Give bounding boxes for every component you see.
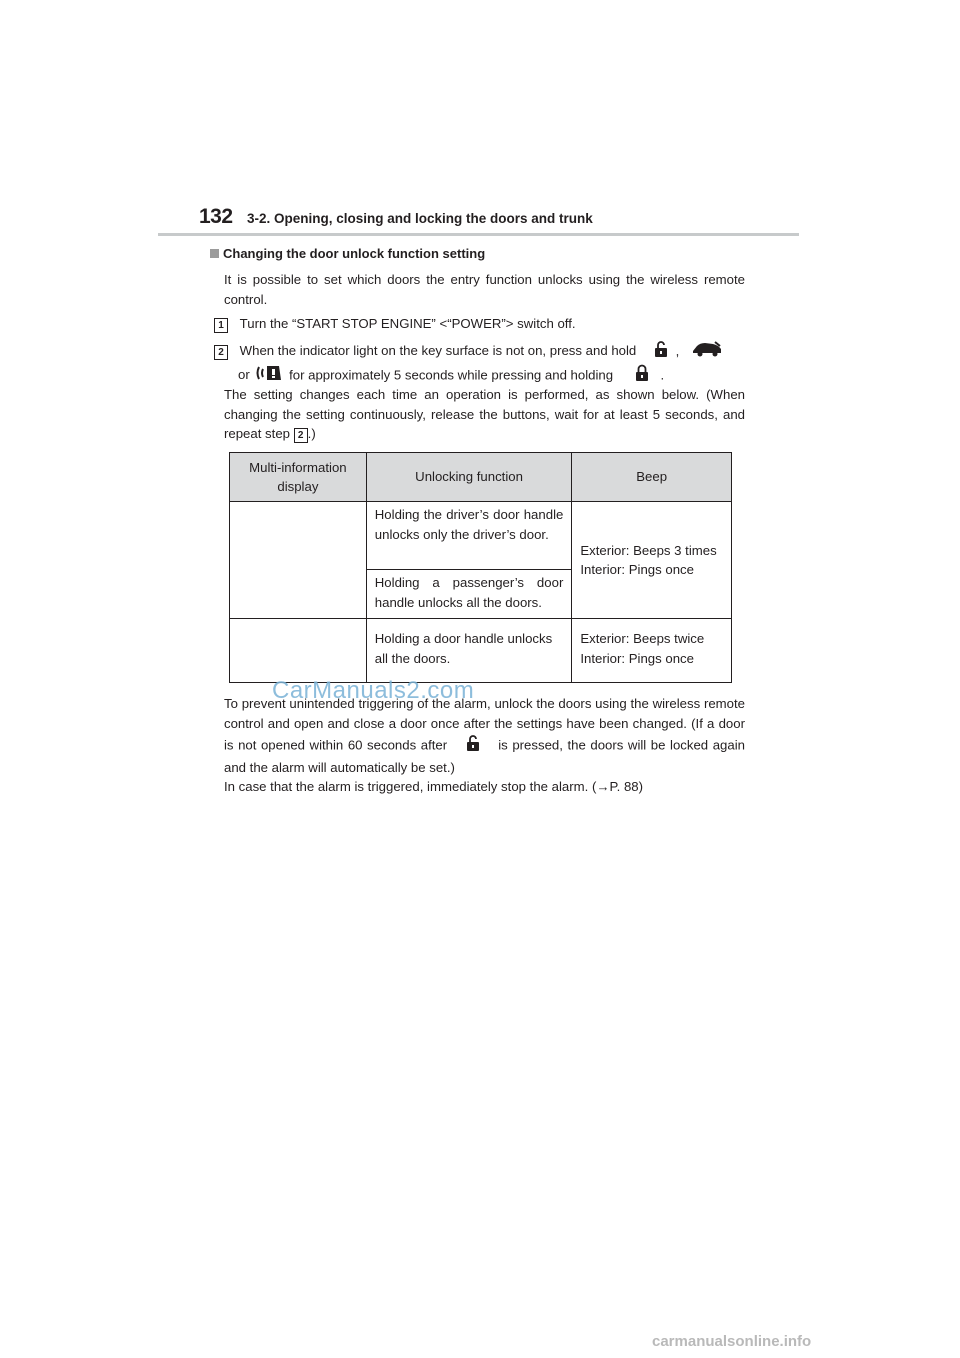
function-cell: Holding the driver’s door handle unlocks only the driver’s door. — [366, 502, 572, 570]
header-divider — [158, 233, 799, 236]
setting-changes-paragraph — [224, 385, 745, 444]
heading-square-icon — [210, 249, 219, 258]
column-header: Beep — [572, 453, 732, 502]
step-2-text-d: for approximately 5 seconds while pressing and holding — [289, 367, 614, 383]
beep-cell — [572, 502, 732, 619]
table-header-row — [230, 453, 732, 502]
step-2-text-a: When the indicator light on the key surface is not on, press and hold — [239, 343, 637, 359]
unlock-icon — [466, 734, 480, 758]
step-1-text: Turn the “START STOP ENGINE” <“POWER”> switch off. — [239, 316, 576, 331]
step-2-text-e: . — [660, 367, 665, 383]
prevent-alarm-paragraph — [224, 694, 745, 778]
header-section-title: 3-2. Opening, closing and locking the doors and trunk — [247, 211, 593, 226]
beep-interior: Interior: Pings once — [580, 562, 694, 577]
display-cell — [230, 619, 367, 683]
step-badge: 2 — [294, 428, 308, 443]
setting-changes-end: .) — [307, 426, 316, 441]
beep-exterior: Exterior: Beeps twice — [580, 631, 705, 646]
footer-watermark: carmanualsonline.info — [652, 1333, 812, 1350]
display-cell — [230, 502, 367, 619]
step-badge: 2 — [214, 345, 228, 360]
in-case-paragraph[interactable]: In case that the alarm is triggered, immediately stop the alarm. (→P. 88) — [224, 779, 644, 794]
table-row — [230, 619, 732, 683]
section-heading — [210, 246, 485, 261]
trunk-icon — [691, 341, 723, 363]
step-2-text-c: or — [238, 367, 250, 383]
function-cell: Holding a door handle unlocks all the doors. — [366, 619, 572, 683]
function-cell: Holding a passenger’s door handle unlocks all the doors. — [366, 570, 572, 619]
beep-interior: Interior: Pings once — [580, 650, 694, 666]
page-number: 132 — [199, 205, 233, 228]
prevent-text-a: To prevent unintended triggering of the alarm, unlock the doors using the wireless remote control and open and close a door once after the settings have been changed. (If a door is not opened within 60 seconds after — [224, 696, 745, 753]
beep-cell — [572, 619, 732, 683]
column-header: Unlocking function — [366, 453, 572, 502]
beep-exterior: Exterior: Beeps 3 times — [580, 542, 717, 558]
prevent-text-b: is pressed, the doors will be locked again and the alarm will automatically be set.) — [224, 737, 745, 775]
step-badge: 1 — [214, 318, 228, 333]
section-heading-text: Changing the door unlock function setting — [223, 246, 486, 261]
step-2-text-b: , — [675, 343, 680, 359]
watermark: CarManuals2.com — [272, 677, 475, 704]
step-2 — [214, 340, 745, 388]
unlock-function-table — [229, 452, 732, 683]
table-row — [230, 502, 732, 570]
unlock-icon — [654, 340, 668, 364]
column-header: Multi-information display — [230, 453, 367, 502]
setting-changes-text: The setting changes each time an operation is performed, as shown below. (When changing the setting continuously, release the buttons, wait for at least 5 seconds, and repeat step — [224, 387, 745, 441]
intro-paragraph: It is possible to set which doors the entry function unlocks using the wireless remote control. — [224, 272, 745, 307]
step-1 — [214, 314, 745, 334]
